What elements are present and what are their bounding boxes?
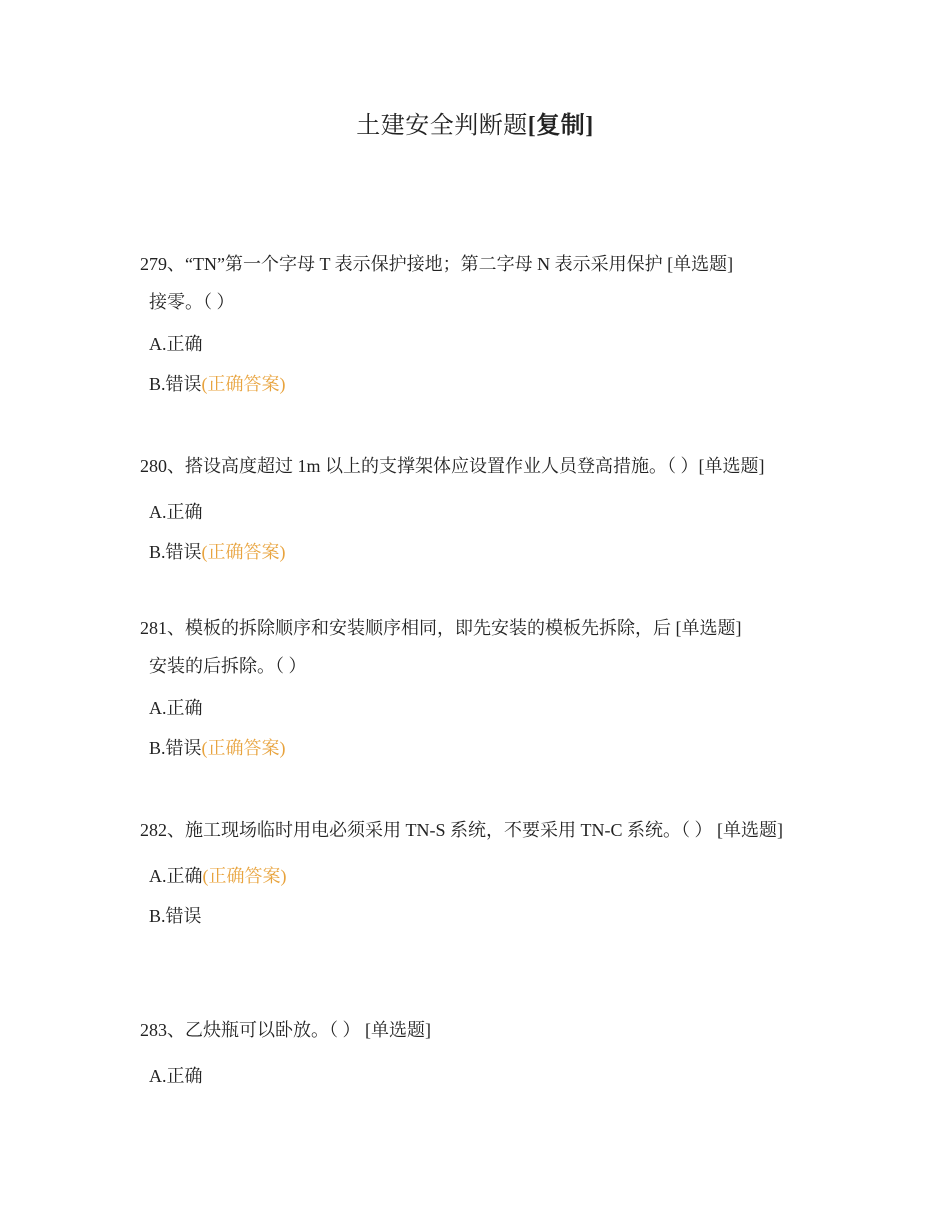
option-label: B.错误 xyxy=(149,374,202,394)
option-b[interactable] xyxy=(140,371,810,397)
page-title xyxy=(0,110,950,142)
question-continuation: 接零。（ ） xyxy=(149,292,235,312)
option-b[interactable] xyxy=(140,735,810,761)
question-text: 281、模板的拆除顺序和安装顺序相同，即先安装的模板先拆除，后 xyxy=(140,618,676,638)
option-label: A.正确 xyxy=(149,1066,203,1086)
option-a[interactable] xyxy=(140,695,810,721)
question-continuation: 安装的后拆除。（ ） xyxy=(149,656,307,676)
option-b[interactable] xyxy=(140,539,810,565)
question-text: 283、乙炔瓶可以卧放。（ ） xyxy=(140,1020,365,1040)
option-label: A.正确 xyxy=(149,502,203,522)
option-a[interactable] xyxy=(140,863,810,889)
option-a[interactable] xyxy=(140,499,810,525)
question-stem xyxy=(140,1011,810,1049)
option-a[interactable] xyxy=(140,331,810,357)
title-main: 土建安全判断题 xyxy=(356,113,528,139)
question-stem xyxy=(140,811,810,849)
question-type: [单选题] xyxy=(667,254,734,274)
question-text: 279、“TN”第一个字母 T 表示保护接地；第二字母 N 表示采用保护 xyxy=(140,254,668,274)
question-280 xyxy=(140,447,810,565)
question-type: [单选题] xyxy=(717,820,783,840)
option-label: A.正确 xyxy=(149,866,203,886)
option-b[interactable] xyxy=(140,903,810,929)
option-a[interactable] xyxy=(140,1063,810,1089)
option-label: A.正确 xyxy=(149,334,203,354)
question-text: 280、搭设高度超过 1m 以上的支撑架体应设置作业人员登高措施。（ ） xyxy=(140,456,699,476)
question-type: [单选题] xyxy=(365,1020,431,1040)
question-283 xyxy=(140,1011,810,1089)
answer-tag: (正确答案) xyxy=(201,374,286,394)
answer-tag: (正确答案) xyxy=(202,866,287,886)
question-stem xyxy=(140,609,810,647)
question-type: [单选题] xyxy=(698,456,765,476)
question-281 xyxy=(140,609,810,761)
option-label: A.正确 xyxy=(149,698,203,718)
question-type: [单选题] xyxy=(675,618,742,638)
question-279 xyxy=(140,245,810,397)
title-bracket: [复制] xyxy=(527,113,594,139)
option-label: B.错误 xyxy=(149,906,202,926)
answer-tag: (正确答案) xyxy=(201,738,286,758)
question-text: 282、施工现场临时用电必须采用 TN-S 系统，不要采用 TN-C 系统。（ ） xyxy=(140,820,717,840)
option-label: B.错误 xyxy=(149,542,202,562)
answer-tag: (正确答案) xyxy=(201,542,286,562)
question-282 xyxy=(140,811,810,929)
question-stem xyxy=(140,245,810,283)
question-stem xyxy=(140,447,810,485)
option-label: B.错误 xyxy=(149,738,202,758)
